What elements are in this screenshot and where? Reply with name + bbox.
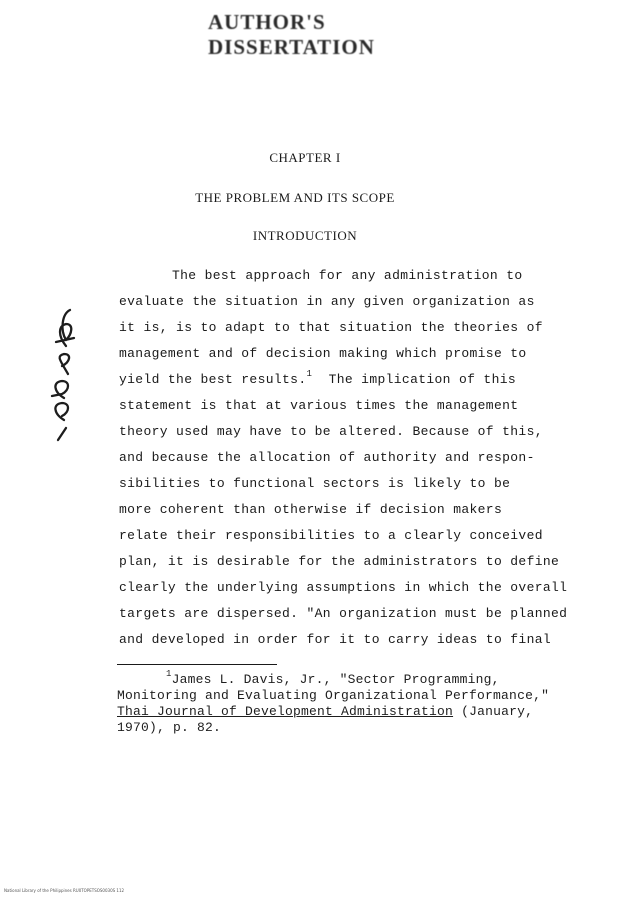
footnote-number: 1 — [166, 669, 172, 679]
body-line: and because the allocation of authority and respon- — [119, 450, 535, 465]
handwritten-margin-note — [18, 300, 108, 450]
footnote-text: James L. Davis, Jr., "Sector Programming, — [171, 672, 500, 687]
body-text: yield the best results. — [119, 372, 307, 387]
body-line: relate their responsibilities to a clearly conceived — [119, 528, 543, 543]
body-line: evaluate the situation in any given organization as — [119, 294, 535, 309]
body-line: theory used may have to be altered. Because of this, — [119, 424, 543, 439]
body-line — [119, 369, 517, 388]
chapter-title: THE PROBLEM AND ITS SCOPE — [195, 190, 395, 205]
body-line: management and of decision making which promise to — [119, 346, 527, 361]
footnote-marker: 1 — [306, 369, 313, 379]
body-line: sibilities to functional sectors is likely to be — [119, 476, 511, 491]
section-heading: INTRODUCTION — [252, 228, 358, 243]
body-line: The best approach for any administration to — [172, 268, 523, 283]
body-text: The implication of this — [328, 372, 517, 387]
body-line: and developed in order for it to carry ideas to final — [119, 632, 552, 647]
footnote-text: (January, — [453, 704, 534, 719]
footnote-line — [166, 669, 500, 688]
dissertation-stamp: AUTHOR'S DISSERTATION — [208, 10, 375, 59]
body-line: targets are dispersed. "An organization must be planned — [119, 606, 568, 621]
footnote-line — [117, 704, 533, 720]
footnote-line: 1970), p. 82. — [117, 720, 222, 735]
body-line: plan, it is desirable for the administrators to define — [119, 554, 560, 569]
body-line: more coherent than otherwise if decision makers — [119, 502, 503, 517]
footnote-line: Monitoring and Evaluating Organizational Performance," — [117, 688, 550, 703]
footnote-divider — [117, 664, 277, 665]
body-line: clearly the underlying assumptions in which the overall — [119, 580, 568, 595]
body-line: statement is that at various times the management — [119, 398, 519, 413]
chapter-heading: CHAPTER I — [269, 150, 341, 165]
microfilm-label: National Library of the Philippines RU0TOPETSOS0030S 112 — [4, 888, 125, 893]
footnote-journal-title: Thai Journal of Development Administration — [117, 704, 454, 719]
body-line: it is, is to adapt to that situation the theories of — [119, 320, 543, 335]
